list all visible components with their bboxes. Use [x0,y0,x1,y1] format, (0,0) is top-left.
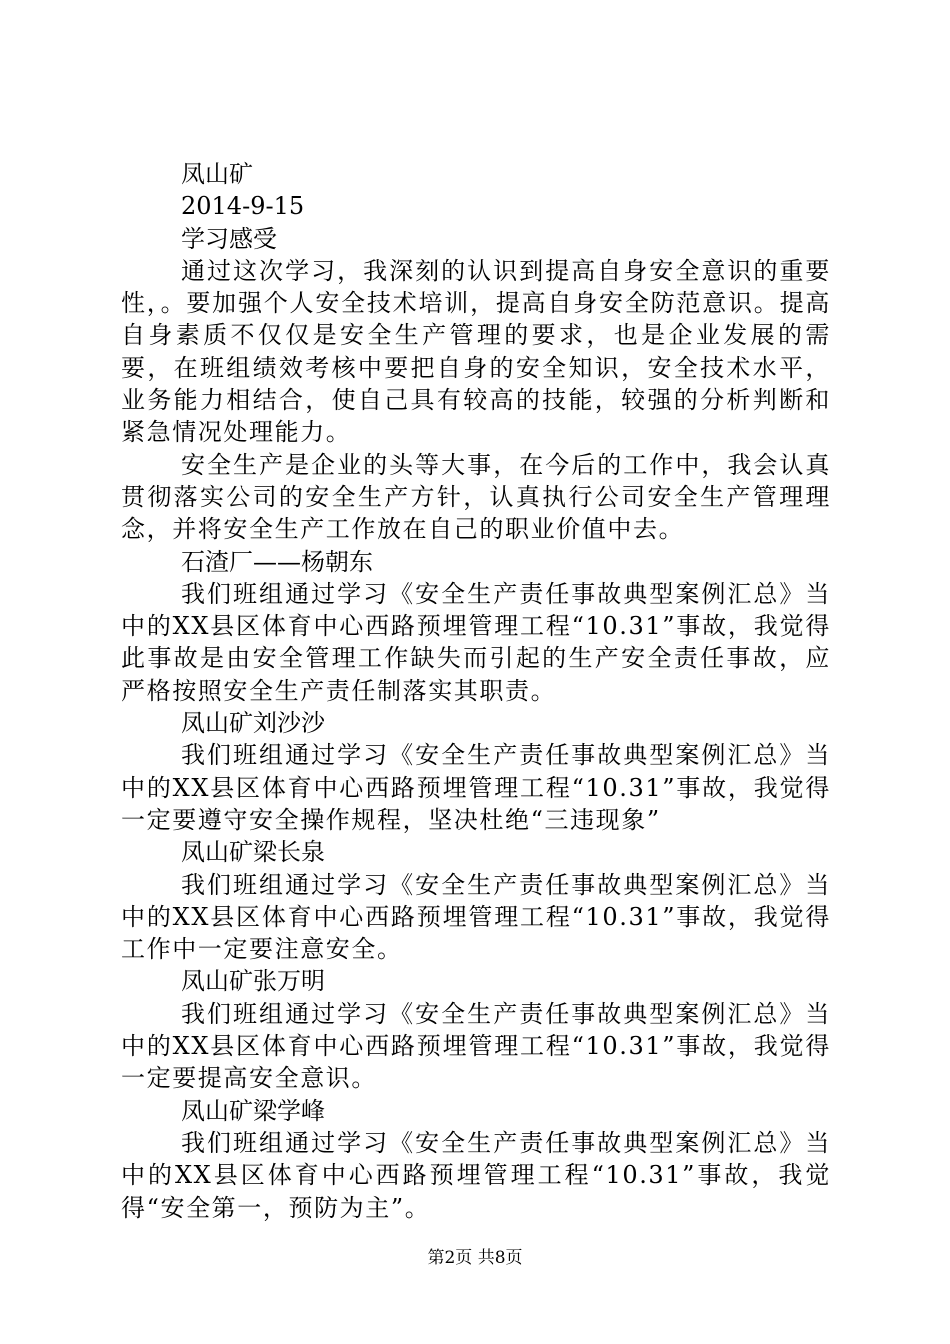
document-date: 2014-9-15 [181,192,305,221]
document-body [121,158,831,1224]
company-name: 凤山矿 [181,160,253,188]
paragraph-2: 安全生产是企业的头等大事，在今后的工作中，我会认真贯彻落实公司的安全生产方针，认真执行公司安全生产管理理念，并将安全生产工作放在自己的职业价值中去。 [121,450,831,544]
entry-text: 我们班组通过学习《安全生产责任事故典型案例汇总》当中的XX县区体育中心西路预埋管理工程“10.31”事故，我觉得“安全第一，预防为主”。 [121,1128,831,1222]
page-footer: 第2页 共8页 [427,1248,523,1268]
entry-author: 凤山矿张万明 [181,967,325,996]
entry-author: 凤山矿梁学峰 [181,1096,325,1125]
entry-author: 凤山矿刘沙沙 [181,709,325,738]
entry-author: 石渣厂——杨朝东 [181,547,373,576]
entry-author: 凤山矿梁长泉 [181,838,325,867]
entry-text: 我们班组通过学习《安全生产责任事故典型案例汇总》当中的XX县区体育中心西路预埋管理工程“10.31”事故，我觉得工作中一定要注意安全。 [121,870,831,964]
section-title: 学习感受 [181,224,277,253]
entry-text: 我们班组通过学习《安全生产责任事故典型案例汇总》当中的XX县区体育中心西路预埋管理工程“10.31”事故，我觉得一定要遵守安全操作规程，坚决杜绝“三违现象” [121,741,831,834]
entry-text: 我们班组通过学习《安全生产责任事故典型案例汇总》当中的XX县区体育中心西路预埋管理工程“10.31”事故，我觉得一定要提高安全意识。 [121,999,831,1093]
paragraph-1: 通过这次学习，我深刻的认识到提高自身安全意识的重要性，。要加强个人安全技术培训，提高自身安全防范意识。提高自身素质不仅仅是安全生产管理的要求，也是企业发展的需要，在班组绩效考核中要把自身的安全知识，安全技术水平，业务能力相结合，使自己具有较高的技能，较强的分析判断和紧急情况处理能力。 [121,256,831,447]
entry-text: 我们班组通过学习《安全生产责任事故典型案例汇总》当中的XX县区体育中心西路预埋管理工程“10.31”事故，我觉得此事故是由安全管理工作缺失而引起的生产安全责任事故，应严格按照安全生产责任制落实其职责。 [121,579,831,705]
